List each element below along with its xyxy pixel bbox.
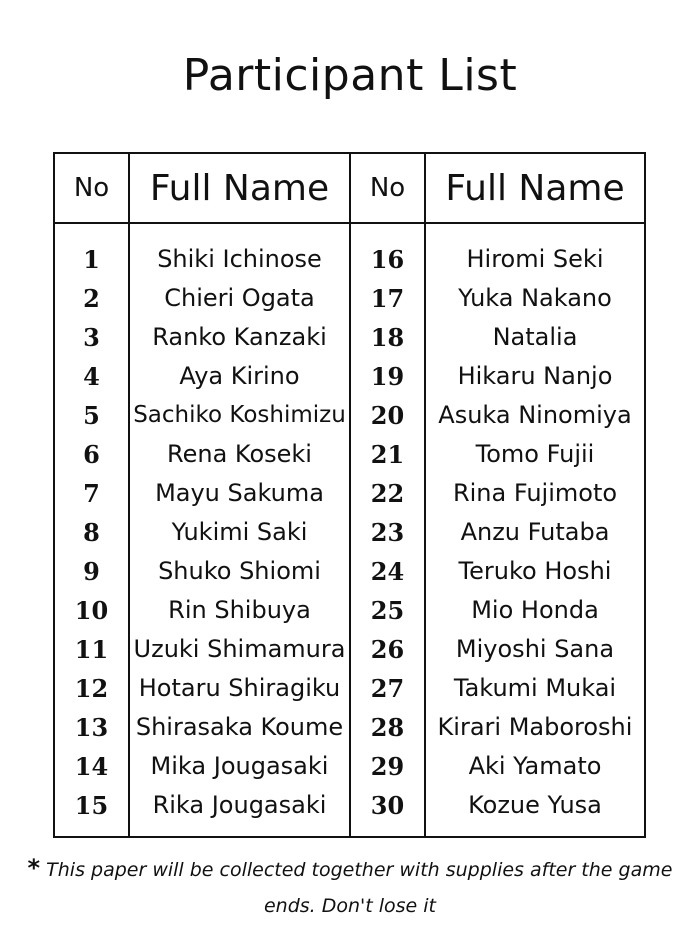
participant-number: 17 (370, 283, 405, 313)
participant-name: Rina Fujimoto (452, 479, 618, 507)
participant-number: 20 (370, 400, 405, 430)
participant-number: 8 (83, 517, 100, 547)
participant-name: Hotaru Shiragiku (138, 674, 341, 702)
participant-number: 14 (74, 751, 109, 781)
header-name-right: Full Name (445, 167, 625, 209)
participant-number: 25 (370, 595, 405, 625)
participant-name: Mio Honda (471, 596, 599, 624)
participant-name: Natalia (492, 323, 578, 351)
participant-name: Rena Koseki (167, 440, 312, 468)
footnote (0, 850, 700, 924)
header-divider (55, 222, 644, 224)
participant-number: 23 (370, 517, 405, 547)
participant-name: Aya Kirino (179, 362, 300, 390)
participant-number: 1 (83, 244, 100, 274)
participant-number: 19 (370, 361, 405, 391)
participant-number: 24 (370, 556, 405, 586)
participant-name: Tomo Fujii (475, 440, 595, 468)
participant-name: Yukimi Saki (171, 518, 308, 546)
participant-name: Shirasaka Koume (135, 713, 344, 741)
participant-name: Shuko Shiomi (158, 557, 321, 585)
participant-name: Anzu Futaba (460, 518, 610, 546)
participant-name: Mika Jougasaki (150, 752, 329, 780)
footnote-marker: * (27, 854, 41, 882)
page-title: Participant List (182, 50, 518, 101)
participant-number: 10 (74, 595, 109, 625)
participant-number: 16 (370, 244, 405, 274)
footnote-text: This paper will be collected together with supplies after the game ends. Don't lose it (46, 859, 673, 917)
participant-number: 15 (74, 790, 109, 820)
participant-number: 3 (83, 322, 100, 352)
participant-number: 5 (83, 400, 100, 430)
participant-number: 6 (83, 439, 100, 469)
header-name-left: Full Name (149, 167, 330, 209)
participant-name: Hikaru Nanjo (457, 362, 613, 390)
participant-number: 29 (370, 751, 405, 781)
participant-number: 22 (370, 478, 405, 508)
participant-name: Yuka Nakano (458, 284, 612, 312)
participant-name: Rika Jougasaki (152, 791, 327, 819)
participant-table (53, 152, 646, 838)
participant-number: 4 (83, 361, 100, 391)
participant-name: Takumi Mukai (453, 674, 617, 702)
participant-number: 27 (370, 673, 405, 703)
participant-number: 26 (370, 634, 405, 664)
participant-number: 7 (83, 478, 100, 508)
participant-number: 30 (370, 790, 405, 820)
participant-name: Hiromi Seki (466, 245, 604, 273)
participant-name: Aki Yamato (468, 752, 602, 780)
participant-number: 11 (74, 634, 109, 664)
header-no-left: No (73, 173, 110, 203)
participant-name: Kirari Maboroshi (437, 713, 633, 741)
participant-name: Rin Shibuya (168, 596, 311, 624)
participant-name: Shiki Ichinose (157, 245, 322, 273)
participant-number: 13 (74, 712, 109, 742)
header-no-right: No (369, 173, 406, 203)
participant-number: 28 (370, 712, 405, 742)
participant-name: Mayu Sakuma (155, 479, 324, 507)
participant-name: Miyoshi Sana (455, 635, 615, 663)
participant-name: Uzuki Shimamura (133, 635, 346, 663)
participant-name: Teruko Hoshi (458, 557, 612, 585)
participant-number: 21 (370, 439, 405, 469)
participant-name: Kozue Yusa (468, 791, 602, 819)
participant-number: 12 (74, 673, 109, 703)
participant-number: 9 (83, 556, 100, 586)
participant-number: 2 (83, 283, 100, 313)
participant-name: Ranko Kanzaki (152, 323, 327, 351)
participant-name: Sachiko Koshimizu (133, 402, 346, 428)
participant-number: 18 (370, 322, 405, 352)
participant-name: Asuka Ninomiya (438, 401, 632, 429)
participant-name: Chieri Ogata (164, 284, 315, 312)
